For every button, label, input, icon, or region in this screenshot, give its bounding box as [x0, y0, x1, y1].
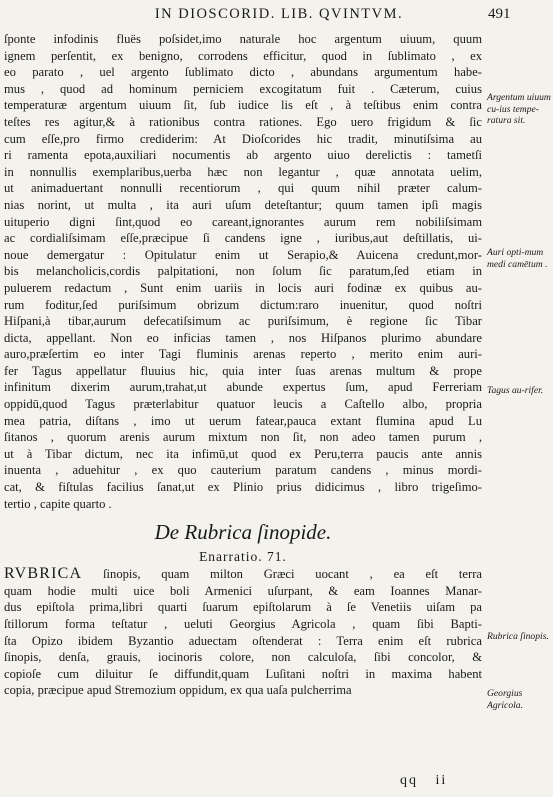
text-line: dus epiſtola prima,libri quarti ſuarum epiſtolarum à ſe Venetiis uiſam pa — [4, 600, 482, 615]
text-line: puluerem redactum , Sunt enim uariis in locis auri fodinæ ex quibus au- — [4, 280, 482, 295]
text-line: in nonnullis exemplaribus,uerba hæc non legantur , quæ annotata uelim, — [4, 164, 482, 179]
text-line: auro,præſertim eo inter Tagi fluminis arenas reperto , merito enim auri- — [4, 347, 482, 362]
text-line: fer Tagus appellatur fluuius hic, quia inter ſuas arenas multum & prope — [4, 363, 482, 378]
text-line: infinitum dixerim aurum,trahat,ut abunde expertus ſum, apud Ferreriam — [4, 380, 482, 395]
running-title: IN DIOSCORID. LIB. QVINTVM. — [154, 6, 404, 22]
drop-word: RVBRICA — [4, 566, 83, 583]
margin-note-agricola: Georgius Agricola. — [487, 688, 523, 711]
text-line: Hiſpani,à tibar,aurum defecatiſsimum ac puriſsimum, è regione ſic Tibar — [4, 314, 482, 329]
text-line: rum foditur,ſed puriſsimum obrizum dictum:raro inuenitur, quod noſtri — [4, 297, 482, 312]
paragraph-bottom — [4, 566, 482, 699]
text-line: uituperio digni ſint,quod eo careant,ignorantes aurum rem nobiliſsimam — [4, 214, 482, 229]
text-line: noue demergatur : Opitulatur enim ut Serapio,& Auicena credunt,mor- — [4, 247, 482, 262]
text-line: inuenta , aduehitur , ex quo cauterium paratum candens , minus mordi- — [4, 463, 482, 478]
text-line: ſinopis, denſa, grauis, iocinoris colore, non calculoſa, ſibi concolor, & — [4, 650, 482, 665]
text-line: ut animaduertant nonnulli recentiorum , qui quum nihil præter calum- — [4, 181, 482, 196]
text-line: ac cordialiſsimam eſſe,præcipue ſi candens igne , iuribus,aut deſtillatis, ui- — [4, 231, 482, 246]
margin-note-argentum: Argentum uiuum cu-ius tempe-ratura sit. — [487, 92, 551, 126]
signature-number: ii — [435, 773, 448, 788]
text-line: cat, & fiſtulas facilius ſanat,ut ex Plinio prius didicimus , libro trigeſimo- — [4, 480, 482, 495]
text-line: ſta Opizo ibidem Byzantio aduectam oſtenderat : Terra enim eſt rubrica — [4, 633, 482, 648]
text-line: quam hodie multi uice boli Armenici uſurpant, & eam Ioannes Manar- — [4, 583, 482, 598]
line-text: ſinopis, quam milton Græci uocant , ea eſt terra — [82, 567, 482, 582]
text-line: cum eſſe,pro firmo crediderim: At Dioſcorides hic tradit, minutiſsima au — [4, 131, 482, 146]
enarratio-heading: Enarratio. 71. — [199, 549, 287, 565]
text-line: eo parato , uel argento ſublimato dicto , abundans argumentum habe- — [4, 65, 482, 80]
text-line: copioſe cum diluitur ſe diffundit,quam Luſitani noſtri in maxima habent — [4, 666, 482, 681]
text-line — [4, 566, 482, 583]
signature-letters: qq — [400, 773, 418, 788]
text-line: dicta, appellant. Non eo inficias tamen , nos Hiſpanos plurimo abundare — [4, 330, 482, 345]
text-line: ſitanos , quorum arenis aurum mixtum non ſit, non adeo tamen purum , — [4, 430, 482, 445]
margin-note-tagus: Tagus au-rifer. — [487, 385, 544, 396]
signature-mark — [400, 773, 459, 789]
text-line: mus , quod ad hominum perniciem excogitatum fuit . Cæterum, cuius — [4, 81, 482, 96]
main-text-block — [4, 31, 482, 699]
section-title: De Rubrica ſinopide. — [154, 520, 332, 545]
text-line: ut à Tibar dictum, nec ita infimū,ut quod ex Peru,terra paucis ante annis — [4, 446, 482, 461]
text-line: ſtillorum forma teſtatur , ueluti Georgius Agricola , quam ſibi Bapti- — [4, 617, 482, 631]
text-line: ignem perſentit, ex benigno, corrodens efficitur, quod in ſublimato , ex — [4, 48, 482, 63]
text-line: teſtes res agitur,& à rationibus contra rationes. Ego uero frigidum & ſic — [4, 114, 482, 129]
text-line: ri ramenta epota,auxiliari nocumentis ab argento uiuo derelictis : tametſi — [4, 148, 482, 163]
margin-note-rubrica: Rubrica ſinopis. — [487, 631, 549, 642]
paragraph-top — [4, 31, 482, 512]
text-line: ſponte infodinis fluës poſsidet,imo naturale hoc argentum uiuum, quum — [4, 32, 482, 46]
text-line: bis melancholicis,cordis palpitationi, non ſolum ſic paratum,ſed etiam in — [4, 264, 482, 279]
margin-note-auri: Auri opti-mum medi camētum . — [487, 247, 548, 270]
page-number: 491 — [488, 6, 511, 22]
text-line: oppidū,quod Tagus præterlabitur quatuor leucis a Caſtello albo, propria — [4, 397, 482, 412]
text-line: nias norint, ut multa , ita auri uſum deteſtantur; quum tamen ipſi magis — [4, 197, 482, 212]
text-line: tertio , capite quarto . — [4, 496, 112, 511]
text-line: temperaturæ argentum uiuum ſit, ſub iudice lis eſt , à teſtibus enim contra — [4, 98, 482, 113]
text-line: mea patria, diſtans , imo ut uerum fatear,pauca extant flumina apud Lu — [4, 413, 482, 428]
text-line: copia, præcipue apud Stremozium oppidum, ex qua uaſa pulcherrima — [4, 683, 352, 698]
